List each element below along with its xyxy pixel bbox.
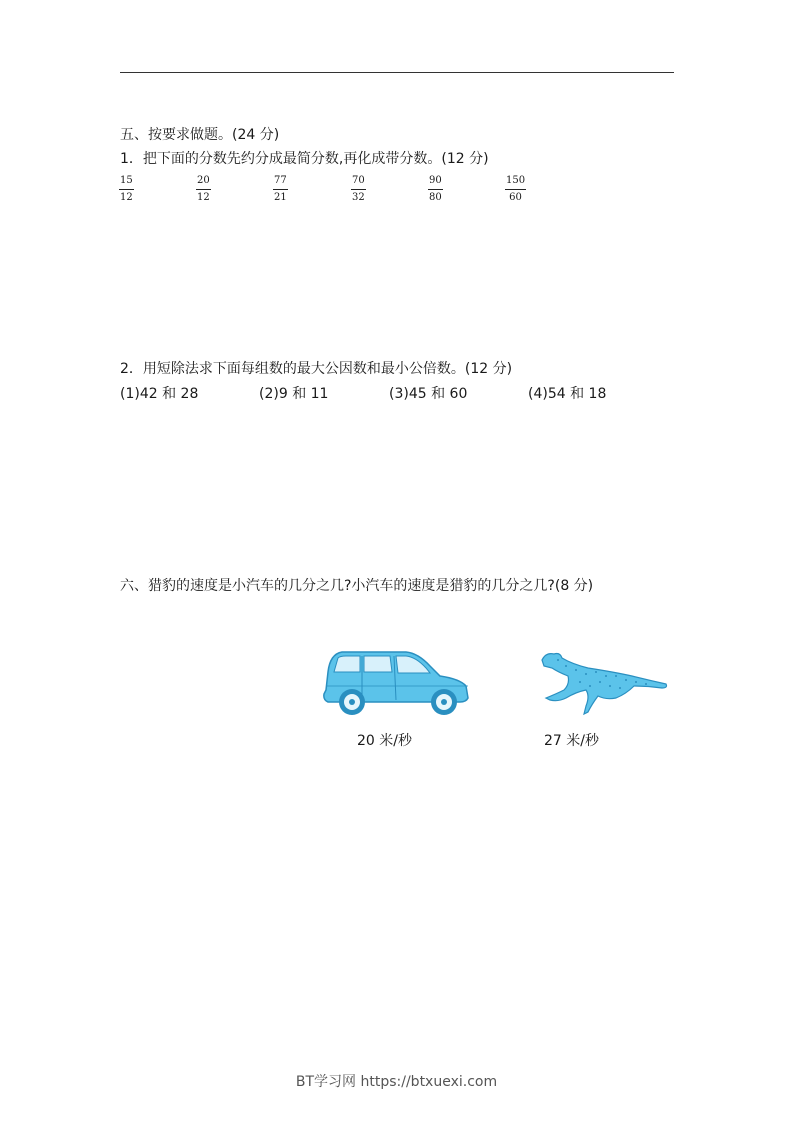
car-illustration xyxy=(320,646,472,718)
fraction-4 xyxy=(351,175,366,204)
footer-watermark: BT学习网 https://btxuexi.com xyxy=(295,1074,498,1090)
fraction-numerator: 77 xyxy=(274,175,287,186)
section5-title: 五、按要求做题。(24 分) xyxy=(120,127,280,143)
car-speed-caption: 20 米/秒 xyxy=(357,733,412,749)
fraction-6 xyxy=(505,175,526,204)
number-pair-4: (4)54 和 18 xyxy=(528,386,607,402)
fraction-numerator: 90 xyxy=(429,175,442,186)
fraction-numerator: 20 xyxy=(197,175,210,186)
cheetah-speed-caption: 27 米/秒 xyxy=(544,733,599,749)
fraction-3 xyxy=(273,175,288,204)
question2-text: 2．用短除法求下面每组数的最大公因数和最小公倍数。(12 分) xyxy=(120,361,513,377)
question1-text: 1．把下面的分数先约分成最简分数,再化成带分数。(12 分) xyxy=(120,151,489,167)
fraction-denominator: 12 xyxy=(120,192,133,203)
fraction-numerator: 70 xyxy=(352,175,365,186)
fraction-1 xyxy=(119,175,134,204)
fraction-2 xyxy=(196,175,211,204)
fraction-denominator: 32 xyxy=(352,192,365,203)
fraction-numerator: 15 xyxy=(120,175,133,186)
fraction-5 xyxy=(428,175,443,204)
cheetah-illustration xyxy=(536,646,670,718)
fraction-denominator: 60 xyxy=(509,192,522,203)
header-rule xyxy=(120,72,674,73)
fraction-numerator: 150 xyxy=(506,175,526,186)
fraction-denominator: 21 xyxy=(274,192,287,203)
number-pair-1: (1)42 和 28 xyxy=(120,386,199,402)
number-pair-2: (2)9 和 11 xyxy=(259,386,329,402)
fraction-denominator: 12 xyxy=(197,192,210,203)
fraction-denominator: 80 xyxy=(429,192,442,203)
number-pair-3: (3)45 和 60 xyxy=(389,386,468,402)
section6-title: 六、猎豹的速度是小汽车的几分之几?小汽车的速度是猎豹的几分之几?(8 分) xyxy=(120,578,594,594)
